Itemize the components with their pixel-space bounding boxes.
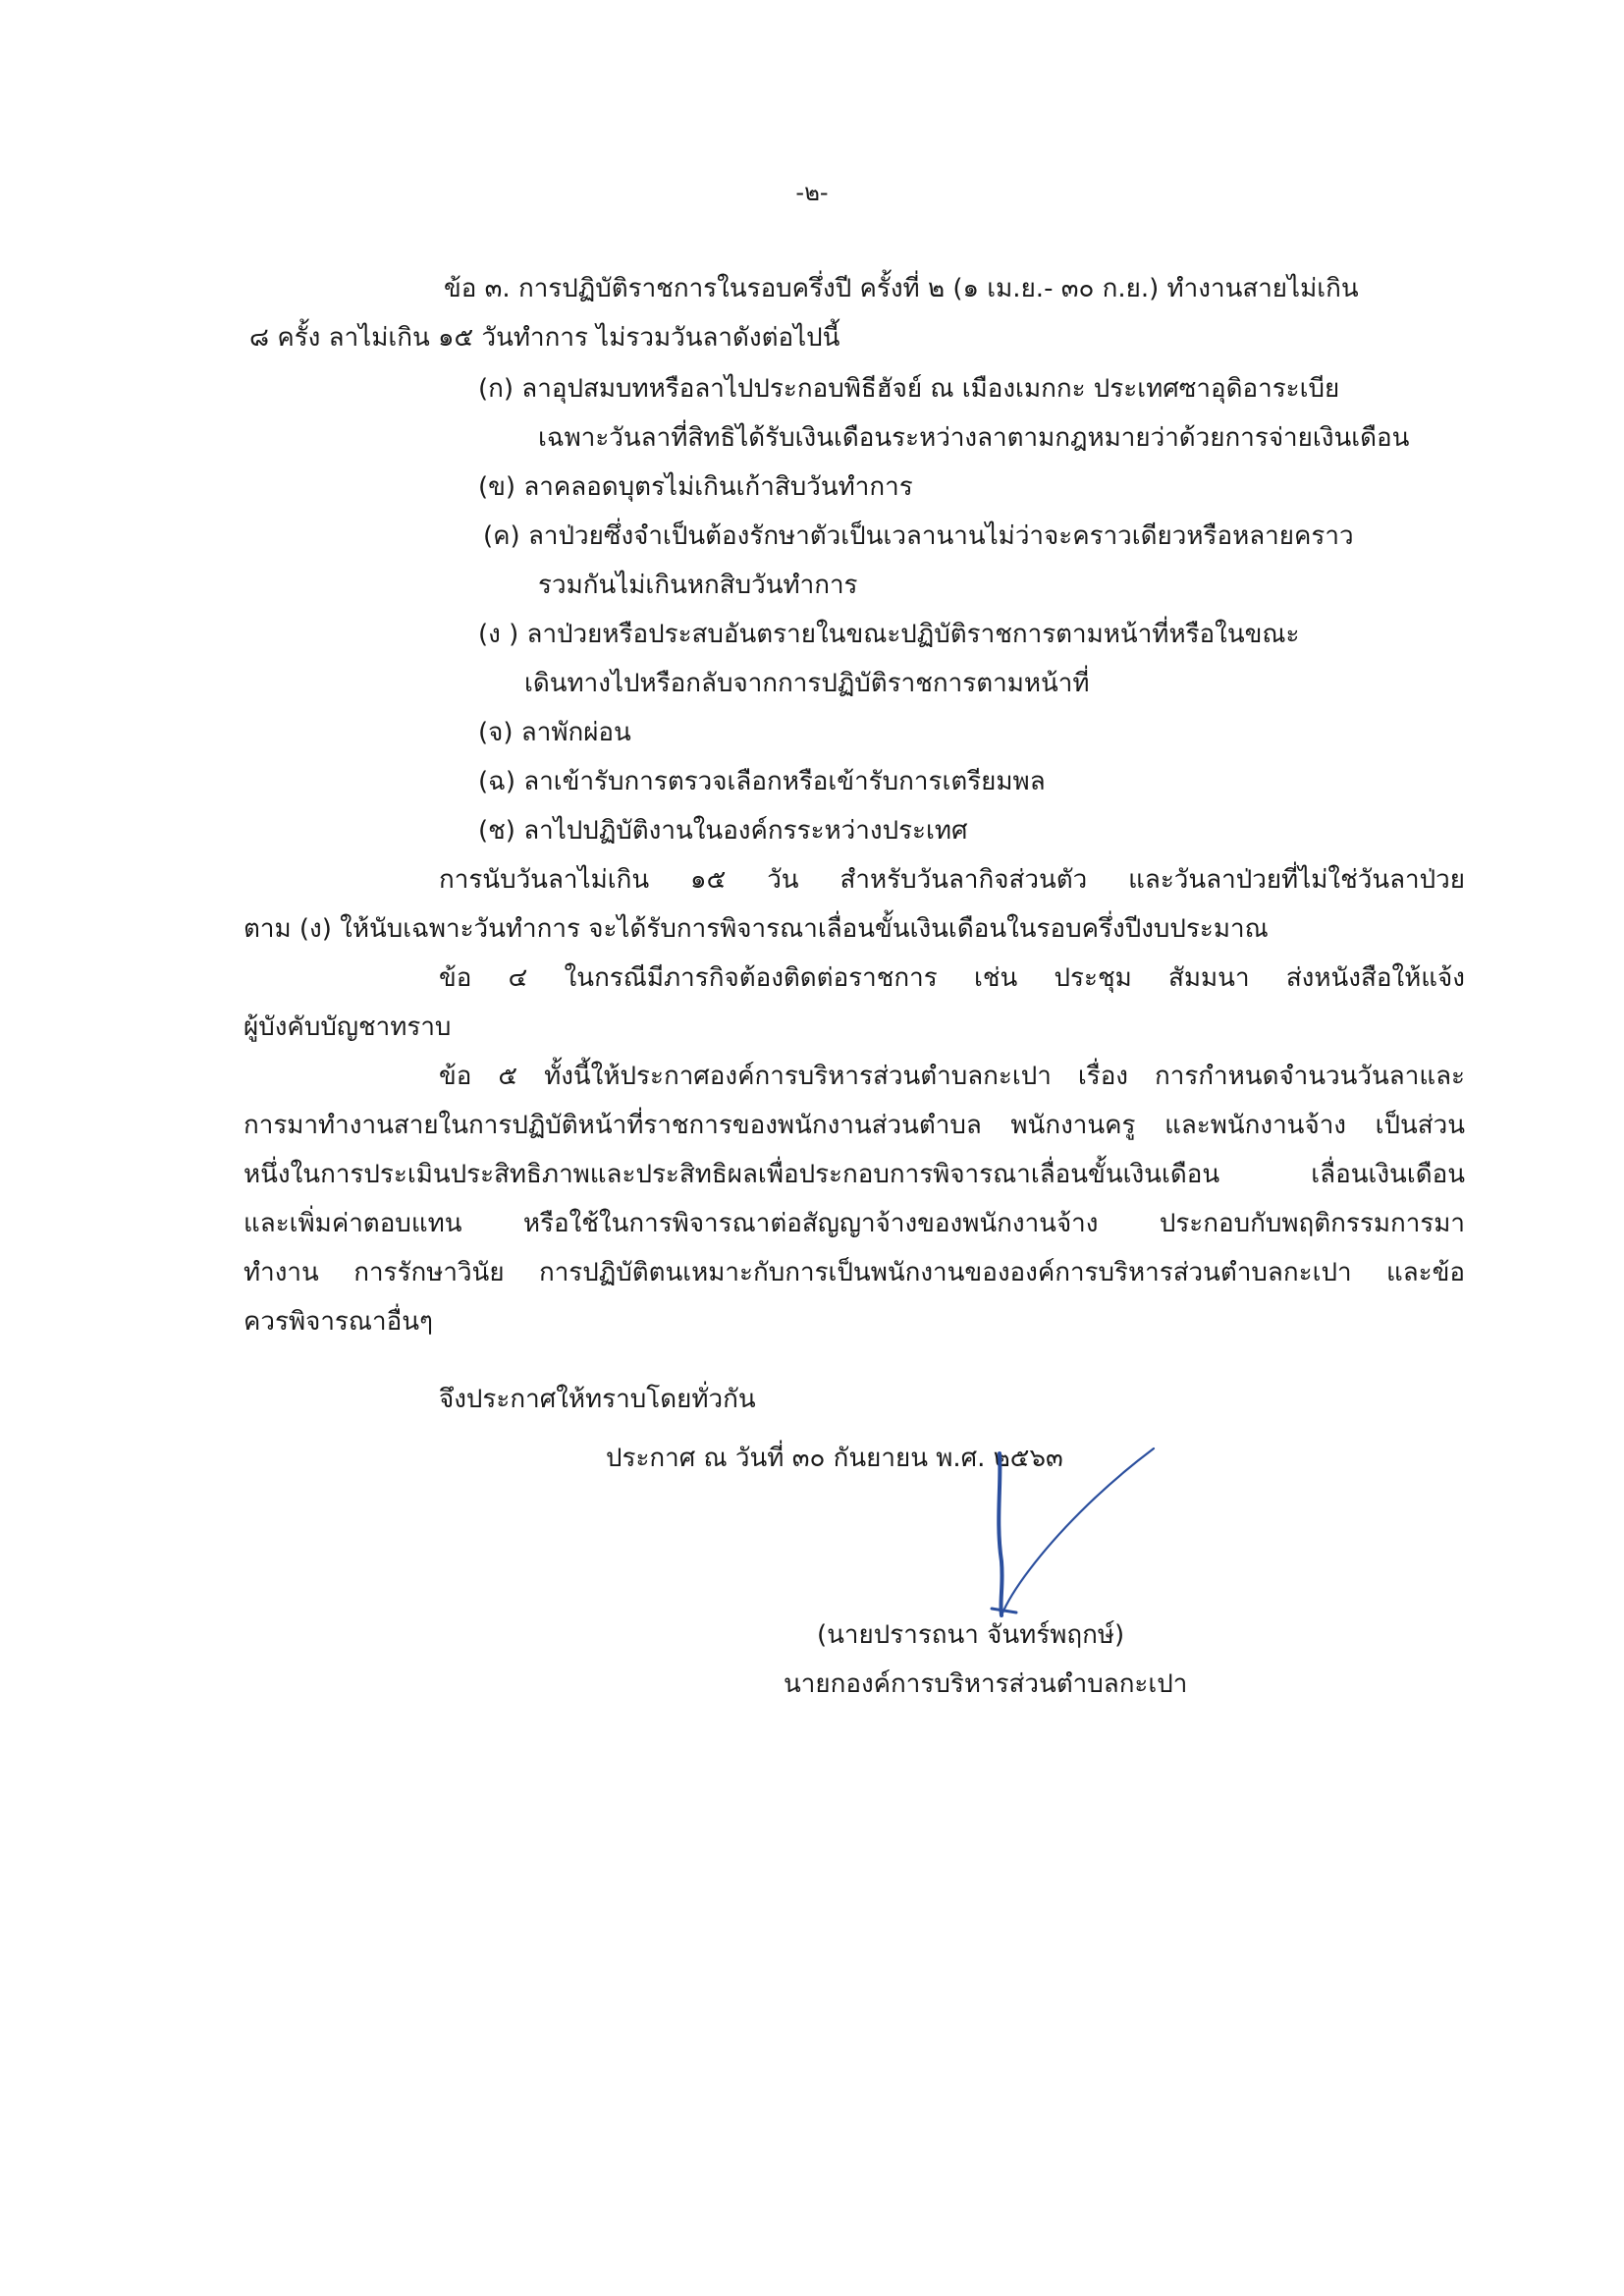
signer-name: (นายปรารถนา จันทร์พฤกษ์) xyxy=(817,1620,1125,1650)
clause3-note-line2: ตาม (ง) ให้นับเฉพาะวันทำการ จะได้รับการพิจารณาเลื่อนขั้นเงินเดือนในรอบครึ่งปีงบประมาณ xyxy=(244,914,1269,944)
clause3-item-d-line1: (ง ) ลาป่วยหรือประสบอันตรายในขณะปฏิบัติราชการตามหน้าที่หรือในขณะ xyxy=(478,620,1300,649)
clause3-item-e: (จ) ลาพักผ่อน xyxy=(478,718,631,747)
clause3-line2: ๘ ครั้ง ลาไม่เกิน ๑๕ วันทำการ ไม่รวมวันลาดังต่อไปนี้ xyxy=(249,323,840,353)
clause5-line1: ข้อ ๕ ทั้งนี้ให้ประกาศองค์การบริหารส่วนตำบลกะเปา เรื่อง การกำหนดจำนวนวันลาและ xyxy=(439,1062,1465,1091)
clause3-item-c-line1: (ค) ลาป่วยซึ่งจำเป็นต้องรักษาตัวเป็นเวลานานไม่ว่าจะคราวเดียวหรือหลายคราว xyxy=(483,521,1354,551)
clause3-item-c-line2: รวมกันไม่เกินหกสิบวันทำการ xyxy=(538,571,858,600)
clause3-item-d-line2: เดินทางไปหรือกลับจากการปฏิบัติราชการตามหน้าที่ xyxy=(524,669,1090,698)
clause5-line4: และเพิ่มค่าตอบแทน หรือใช้ในการพิจารณาต่อสัญญาจ้างของพนักงานจ้าง ประกอบกับพฤติกรรมการมา xyxy=(244,1209,1465,1238)
clause4-line1: ข้อ ๔ ในกรณีมีภารกิจต้องติดต่อราชการ เช่น ประชุม สัมมนา ส่งหนังสือให้แจ้ง xyxy=(439,963,1465,993)
clause5-line3: หนึ่งในการประเมินประสิทธิภาพและประสิทธิผลเพื่อประกอบการพิจารณาเลื่อนขั้นเงินเดือน เลื่อนเงินเดือน xyxy=(244,1160,1465,1189)
clause5-line5: ทำงาน การรักษาวินัย การปฏิบัติตนเหมาะกับการเป็นพนักงานขององค์การบริหารส่วนตำบลกะเปา และข้อ xyxy=(244,1258,1465,1287)
announce-date: ประกาศ ณ วันที่ ๓๐ กันยายน พ.ศ. ๒๕๖๓ xyxy=(606,1444,1063,1473)
clause5-line6: ควรพิจารณาอื่นๆ xyxy=(244,1307,433,1337)
clause3-note-line1: การนับวันลาไม่เกิน ๑๕ วัน สำหรับวันลากิจส่วนตัว และวันลาป่วยที่ไม่ใช่วันลาป่วย xyxy=(439,865,1465,895)
clause4-line2: ผู้บังคับบัญชาทราบ xyxy=(244,1012,452,1042)
signature-mark xyxy=(972,1444,1168,1630)
clause5-line2: การมาทำงานสายในการปฏิบัติหน้าที่ราชการของพนักงานส่วนตำบล พนักงานครู และพนักงานจ้าง เป็นส่วน xyxy=(244,1111,1465,1140)
closing-statement: จึงประกาศให้ทราบโดยทั่วกัน xyxy=(439,1385,756,1414)
clause3-item-f: (ฉ) ลาเข้ารับการตรวจเลือกหรือเข้ารับการเตรียมพล xyxy=(478,767,1046,796)
signer-title: นายกองค์การบริหารส่วนตำบลกะเปา xyxy=(784,1669,1188,1699)
clause3-item-a-line1: (ก) ลาอุปสมบทหรือลาไปประกอบพิธีฮัจย์ ณ เมืองเมกกะ ประเทศซาอุดิอาระเบีย xyxy=(478,374,1340,404)
clause3-item-a-line2: เฉพาะวันลาที่สิทธิได้รับเงินเดือนระหว่างลาตามกฎหมายว่าด้วยการจ่ายเงินเดือน xyxy=(538,423,1410,453)
clause3-item-b: (ข) ลาคลอดบุตรไม่เกินเก้าสิบวันทำการ xyxy=(478,472,913,502)
clause3-line1: ข้อ ๓. การปฏิบัติราชการในรอบครึ่งปี ครั้งที่ ๒ (๑ เม.ย.- ๓๐ ก.ย.) ทำงานสายไม่เกิน xyxy=(444,274,1359,303)
clause3-item-g: (ช) ลาไปปฏิบัติงานในองค์กรระหว่างประเทศ xyxy=(478,816,968,846)
page-number: -๒- xyxy=(795,179,829,206)
